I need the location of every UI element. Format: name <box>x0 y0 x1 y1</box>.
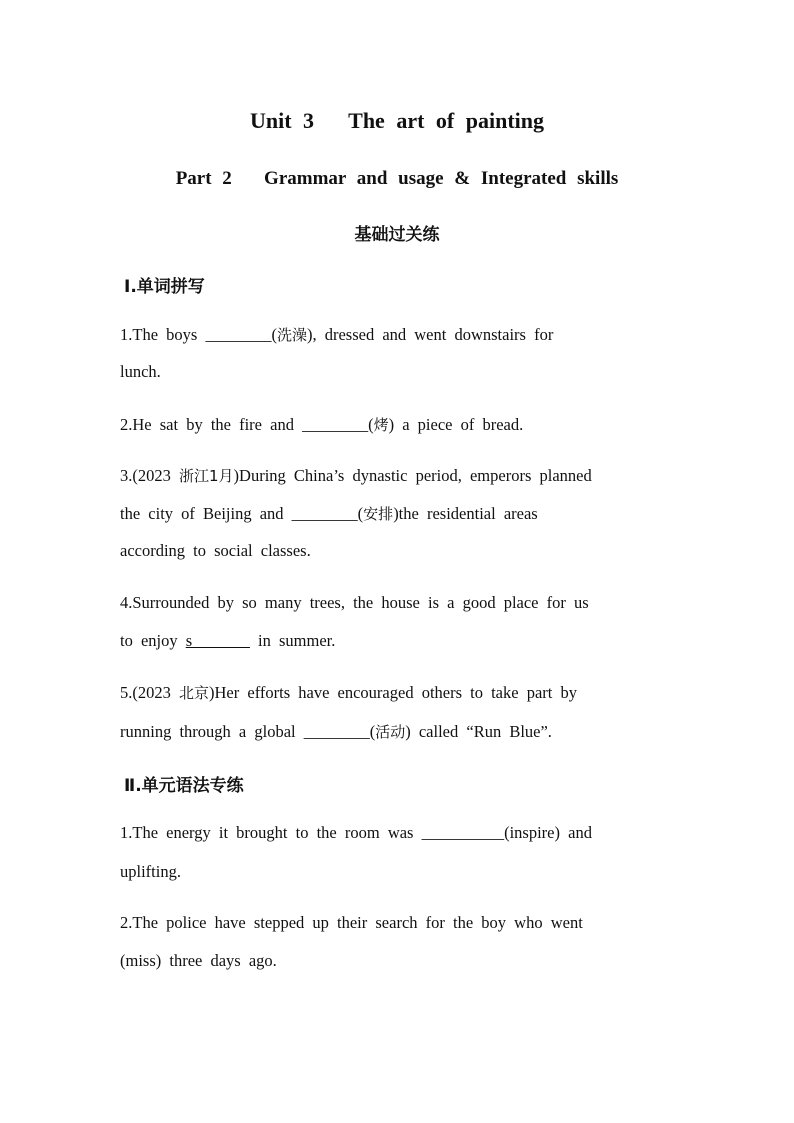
section-2-heading: Ⅱ.单元语法专练 <box>124 776 244 796</box>
section-1-heading: Ⅰ.单词拼写 <box>124 277 205 297</box>
s1-q5-line2: running through a global ________(活动) called “Run Blue”. <box>120 722 552 741</box>
s1-q5-line1: 5.(2023 北京)Her efforts have encouraged others to take part by <box>120 683 577 702</box>
s2-q1-line1: 1.The energy it brought to the room was __________(inspire) and <box>120 823 592 842</box>
level-heading: 基础过关练 <box>354 225 440 245</box>
s1-q3-line1: 3.(2023 浙江1月)During China’s dynastic period, emperors planned <box>120 466 592 485</box>
s1-q3-line3: according to social classes. <box>120 541 311 560</box>
s1-q4-line1: 4.Surrounded by so many trees, the house is a good place for us <box>120 593 589 612</box>
s1-q1-line2: lunch. <box>120 362 161 381</box>
s2-q2-line2: (miss) three days ago. <box>120 951 277 970</box>
s1-q2-line1: 2.He sat by the fire and ________(烤) a piece of bread. <box>120 415 524 434</box>
s1-q3-line2: the city of Beijing and ________(安排)the residential areas <box>120 504 538 523</box>
s1-q4-blank: s_______ <box>185 631 250 650</box>
unit-title: Unit 3 The art of painting <box>249 108 544 133</box>
s2-q1-line2: uplifting. <box>120 862 181 881</box>
s2-q2-line1: 2.The police have stepped up their search for the boy who went <box>120 913 583 932</box>
part-subtitle: Part 2 Grammar and usage & Integrated skills <box>175 168 619 189</box>
s1-q1-line1: 1.The boys ________(洗澡), dressed and went downstairs for <box>120 325 554 344</box>
s1-q4-line2: to enjoy s_______ in summer. <box>120 631 336 650</box>
